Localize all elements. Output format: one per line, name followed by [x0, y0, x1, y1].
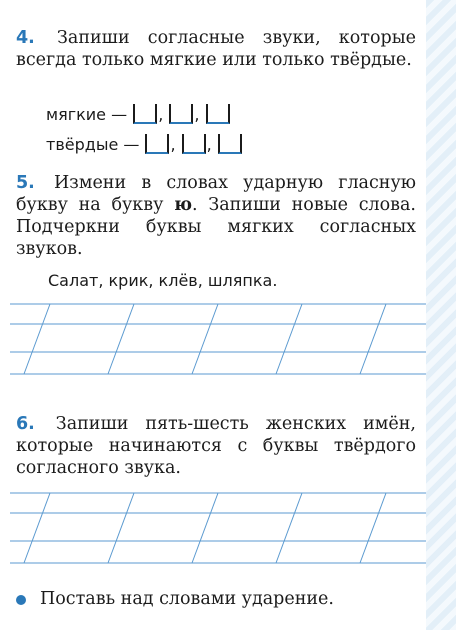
- hard-label: твёрдые: [46, 135, 119, 154]
- exercise-text: Запиши согласные звуки, которые всегда только мягкие или только твёрдые.: [16, 28, 416, 70]
- answer-box[interactable]: [182, 134, 206, 154]
- bullet-icon: [16, 595, 26, 605]
- exercise-text-cont: . Запиши новые слова. Подчеркни буквы мягких согласных звуков.: [16, 195, 416, 259]
- exercise-4: [16, 27, 416, 71]
- exercise-text: Запиши пять-шесть женских имён, которые начинаются с буквы твёрдого согласного звука.: [16, 414, 416, 478]
- soft-label: мягкие: [46, 105, 107, 124]
- exercise-number: 5.: [16, 173, 35, 193]
- writing-lines-2[interactable]: [10, 489, 426, 569]
- answer-box[interactable]: [133, 104, 157, 124]
- exercise-text: Измени в словах ударную гласную букву на букву: [16, 173, 416, 215]
- dash: —: [111, 105, 128, 124]
- page-edge-decoration: [426, 0, 456, 630]
- exercise-number: 6.: [16, 414, 35, 434]
- exercise-6: [16, 413, 416, 479]
- answer-box[interactable]: [145, 134, 169, 154]
- writing-lines-1[interactable]: [10, 300, 426, 380]
- exercise-5: [16, 172, 416, 260]
- answer-box[interactable]: [218, 134, 242, 154]
- exercise-number: 4.: [16, 28, 35, 48]
- soft-sounds-row: мягкие — , ,: [46, 104, 231, 124]
- answer-box[interactable]: [169, 104, 193, 124]
- stress-note: Поставь над словами ударение.: [40, 589, 334, 609]
- answer-box[interactable]: [206, 104, 230, 124]
- word-list: Салат, крик, клёв, шляпка.: [48, 271, 278, 290]
- target-letter: ю: [174, 195, 193, 215]
- hard-sounds-row: твёрдые — , ,: [46, 134, 243, 154]
- dash: —: [123, 135, 140, 154]
